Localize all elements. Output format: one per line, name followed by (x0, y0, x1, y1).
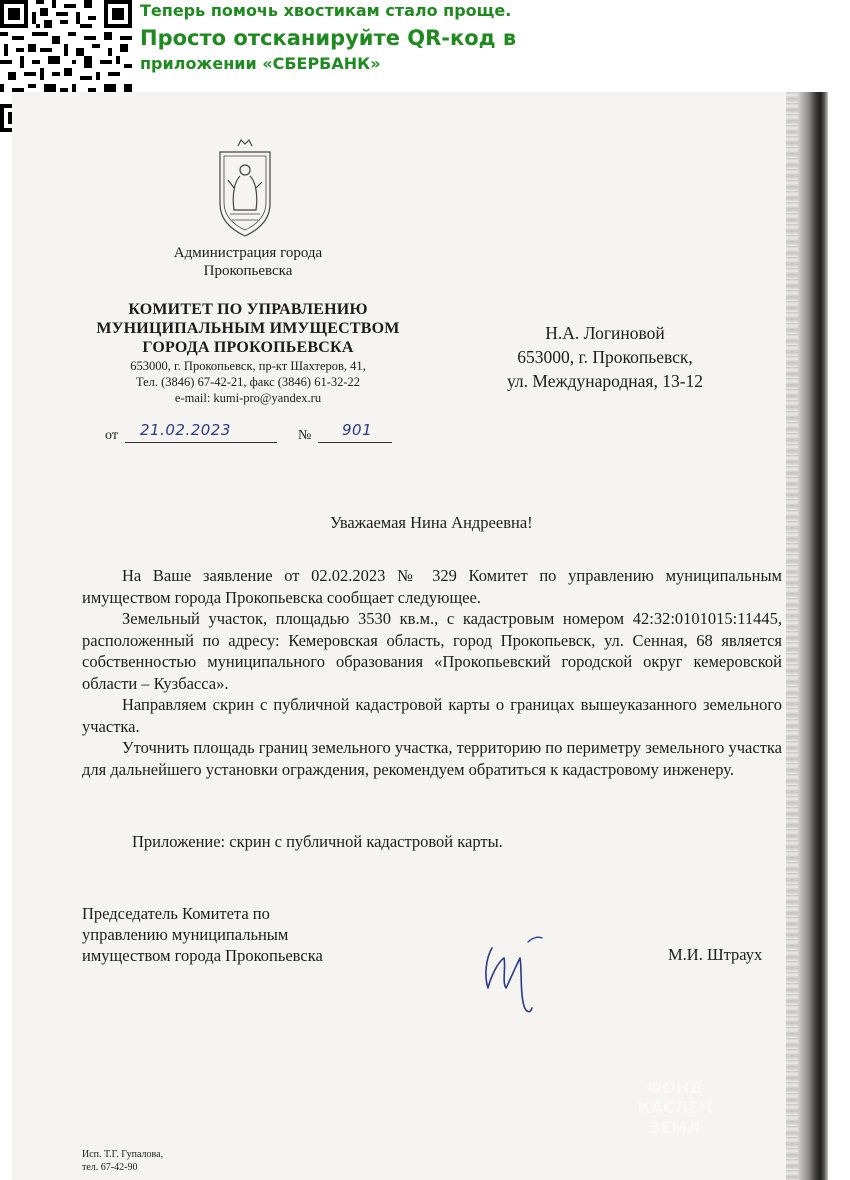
watermark-line-1: ФОНД (646, 1078, 704, 1097)
body-paragraph-2: Земельный участок, площадью 3530 кв.м., с кадастровым номером 42:32:0101015:11445, расположенный по адресу: Кемеровская область, город Прокопьевск, ул. Сенная, 68 является собственностью муниципального образования «Прокопьевский городской округ кемеровской области – Кузбасса». (82, 609, 782, 693)
number-value: 901 (342, 421, 373, 439)
date-value: 21.02.2023 (140, 421, 231, 439)
committee-line-1: КОМИТЕТ ПО УПРАВЛЕНИЮ (128, 301, 368, 318)
signer-position (82, 903, 402, 966)
date-label: от (105, 428, 118, 443)
handwritten-signature (470, 930, 580, 1020)
signer-name: М.И. Штраух (668, 945, 763, 964)
banner-line-2: Просто отсканируйте QR-код в (140, 26, 517, 50)
greeting: Уважаемая Нина Андреевна! (330, 513, 533, 532)
address-line-2: Тел. (3846) 67-42-21, факс (3846) 61-32-22 (135, 375, 361, 389)
letter-body (82, 565, 782, 780)
appendix: Приложение: скрин с публичной кадастровой карты. (132, 832, 503, 851)
watermark (615, 1078, 735, 1148)
scan-edge (798, 92, 828, 1180)
executor-info (82, 1148, 282, 1174)
date-underline (125, 442, 277, 443)
banner-line-3: приложении «СБЕРБАНК» (140, 54, 381, 73)
coat-of-arms-icon (200, 138, 290, 238)
committee-line-3: ГОРОДА ПРОКОПЬЕВСКА (142, 339, 354, 356)
recipient-city: 653000, г. Прокопьевск, (517, 347, 693, 367)
admin-line-1: Администрация города (173, 245, 323, 261)
committee-line-2: МУНИЦИПАЛЬНЫМ ИМУЩЕСТВОМ (96, 320, 400, 337)
body-paragraph-3: Направляем скрин с публичной кадастровой карты о границах вышеуказанного земельного участка. (82, 695, 782, 736)
position-line-2: управлению муниципальным (82, 925, 289, 944)
executor-name: Исп. Т.Г. Гупалова, (82, 1149, 164, 1160)
body-paragraph-4: Уточнить площадь границ земельного участка, территорию по периметру земельного участка для дальнейшего установки ограждения, рекомендуем обратиться к кадастровому инженеру. (82, 738, 782, 779)
banner-line-1: Теперь помочь хвостикам стало проще. (140, 1, 512, 20)
watermark-line-2: КАСЛЕН (637, 1098, 713, 1117)
position-line-1: Председатель Комитета по (82, 904, 270, 923)
recipient-name: Н.А. Логиновой (545, 323, 665, 343)
number-label: № (298, 428, 312, 443)
executor-phone: тел. 67-42-90 (82, 1162, 138, 1173)
admin-line-2: Прокопьевска (203, 263, 293, 279)
address-line-3: e-mail: kumi-pro@yandex.ru (174, 391, 322, 405)
address-line-1: 653000, г. Прокопьевск, пр-кт Шахтеров, 41, (130, 359, 366, 373)
number-underline (318, 442, 392, 443)
watermark-line-3: ЗЕМЛ (649, 1118, 701, 1137)
position-line-3: имуществом города Прокопьевска (82, 946, 323, 965)
recipient-street: ул. Международная, 13-12 (506, 371, 704, 391)
body-paragraph-1: На Ваше заявление от 02.02.2023 № 329 Комитет по управлению муниципальным имуществом города Прокопьевска сообщает следующее. (82, 566, 782, 607)
